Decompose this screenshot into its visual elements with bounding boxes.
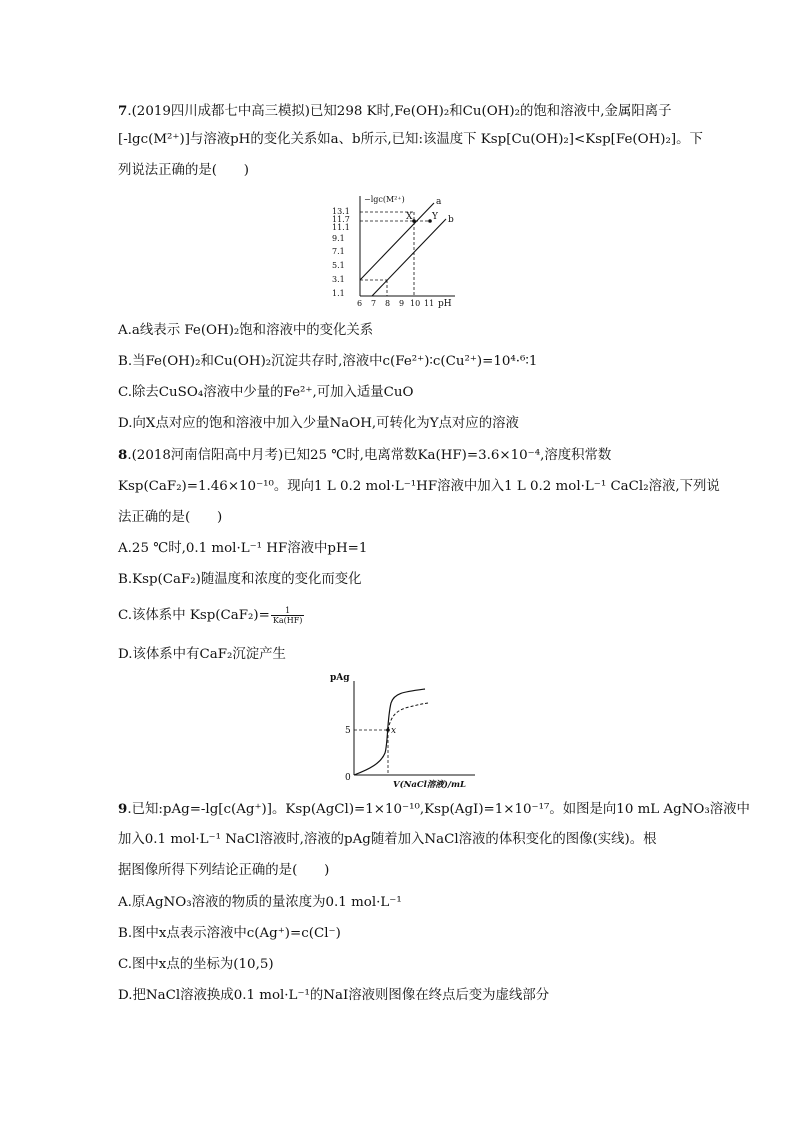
origin-label: 0 — [345, 773, 351, 783]
y-axis-label: pAg — [330, 673, 350, 683]
q8-fraction: $\frac{1}{Ka(HF)}$ — [272, 606, 303, 625]
solid-curve — [354, 689, 425, 775]
y-tick: 11.7 — [332, 215, 350, 224]
point-x-label: x — [391, 726, 397, 736]
q9-stem-line2: 加入0.1 mol·L⁻¹ NaCl溶液时,溶液的pAg随着加入NaCl溶液的体积变化的图像(实线)。根 — [118, 832, 657, 847]
y-tick: 5 — [345, 726, 351, 736]
pag-titration-graph — [325, 665, 485, 793]
x-tick: 8 — [385, 299, 391, 308]
q9-stem-line1: 9.已知:pAg=-lg[c(Ag⁺)]。Ksp(AgCl)=1×10⁻¹⁰,Ksp(AgI)=1×10⁻¹⁷。如图是向10 mL AgNO₃溶液中 — [118, 801, 750, 817]
q7-option-d: D.向X点对应的饱和溶液中加入少量NaOH,可转化为Y点对应的溶液 — [118, 416, 519, 431]
q7-stem-line2: [-lgc(M²⁺)]与溶液pH的变化关系如a、b所示,已知:该温度下 Ksp[Cu(OH)₂]<Ksp[Fe(OH)₂]。下 — [118, 132, 703, 147]
point-x-label: X — [406, 212, 413, 222]
y-tick: 11.1 — [332, 223, 350, 232]
q9-option-a: A.原AgNO₃溶液的物质的量浓度为0.1 mol·L⁻¹ — [118, 895, 402, 910]
solubility-ph-graph — [330, 192, 480, 310]
q7-option-c: C.除去CuSO₄溶液中少量的Fe²⁺,可加入适量CuO — [118, 385, 414, 400]
y-tick: 7.1 — [332, 247, 345, 256]
y-tick: 3.1 — [332, 275, 345, 284]
q9-option-b: B.图中x点表示溶液中c(Ag⁺)=c(Cl⁻) — [118, 926, 341, 941]
q8-number: 8 — [118, 447, 128, 463]
q9-option-d: D.把NaCl溶液换成0.1 mol·L⁻¹的NaI溶液则图像在终点后变为虚线部分 — [118, 988, 550, 1003]
y-tick: 9.1 — [332, 234, 345, 243]
x-axis-label: V(NaCl溶液)/mL — [393, 780, 466, 790]
q9-number: 9 — [118, 801, 128, 817]
q8-stem-line1: 8.(2018河南信阳高中月考)已知25 ℃时,电离常数Ka(HF)=3.6×10⁻⁴,溶度积常数 — [118, 447, 612, 463]
line-a-label: a — [436, 197, 442, 207]
x-tick: 7 — [371, 299, 377, 308]
q8-option-c: C.该体系中 Ksp(CaF₂)= $\frac{1}{Ka(HF)}$ — [118, 606, 303, 625]
y-axis-label: −lgc(M²⁺) — [364, 195, 405, 204]
x-tick: 10 — [410, 299, 421, 308]
x-tick: 11 — [424, 299, 435, 308]
q8-option-a: A.25 ℃时,0.1 mol·L⁻¹ HF溶液中pH=1 — [118, 541, 368, 556]
y-tick: 1.1 — [332, 289, 345, 298]
q8-stem-line3: 法正确的是( ) — [118, 510, 223, 525]
q9-stem-line3: 据图像所得下列结论正确的是( ) — [118, 863, 330, 878]
q7-stem-line1: 7.(2019四川成都七中高三模拟)已知298 K时,Fe(OH)₂和Cu(OH)₂的饱和溶液中,金属阳离子 — [118, 103, 672, 119]
line-b — [372, 219, 446, 296]
q9-option-c: C.图中x点的坐标为(10,5) — [118, 957, 274, 972]
q7-option-b: B.当Fe(OH)₂和Cu(OH)₂沉淀共存时,溶液中c(Fe²⁺)∶c(Cu²⁺)=10⁴·⁶∶1 — [118, 354, 538, 369]
x-tick: 9 — [399, 299, 405, 308]
y-tick: 5.1 — [332, 261, 345, 270]
q8-stem-line2: Ksp(CaF₂)=1.46×10⁻¹⁰。现向1 L 0.2 mol·L⁻¹HF溶液中加入1 L 0.2 mol·L⁻¹ CaCl₂溶液,下列说 — [118, 479, 720, 494]
line-b-label: b — [448, 215, 454, 225]
line-a — [360, 203, 434, 280]
y-tick: 13.1 — [332, 207, 350, 216]
q7-stem-line3: 列说法正确的是( ) — [118, 163, 249, 178]
x-tick: 6 — [357, 299, 363, 308]
q7-option-a: A.a线表示 Fe(OH)₂饱和溶液中的变化关系 — [118, 323, 374, 338]
q8-option-b: B.Ksp(CaF₂)随温度和浓度的变化而变化 — [118, 572, 362, 587]
point-y-label: Y — [432, 212, 438, 222]
point-x — [386, 728, 390, 732]
q8-option-d: D.该体系中有CaF₂沉淀产生 — [118, 647, 286, 662]
point-x — [412, 219, 416, 223]
x-axis-label: pH — [438, 299, 452, 309]
q7-number: 7 — [118, 103, 128, 119]
